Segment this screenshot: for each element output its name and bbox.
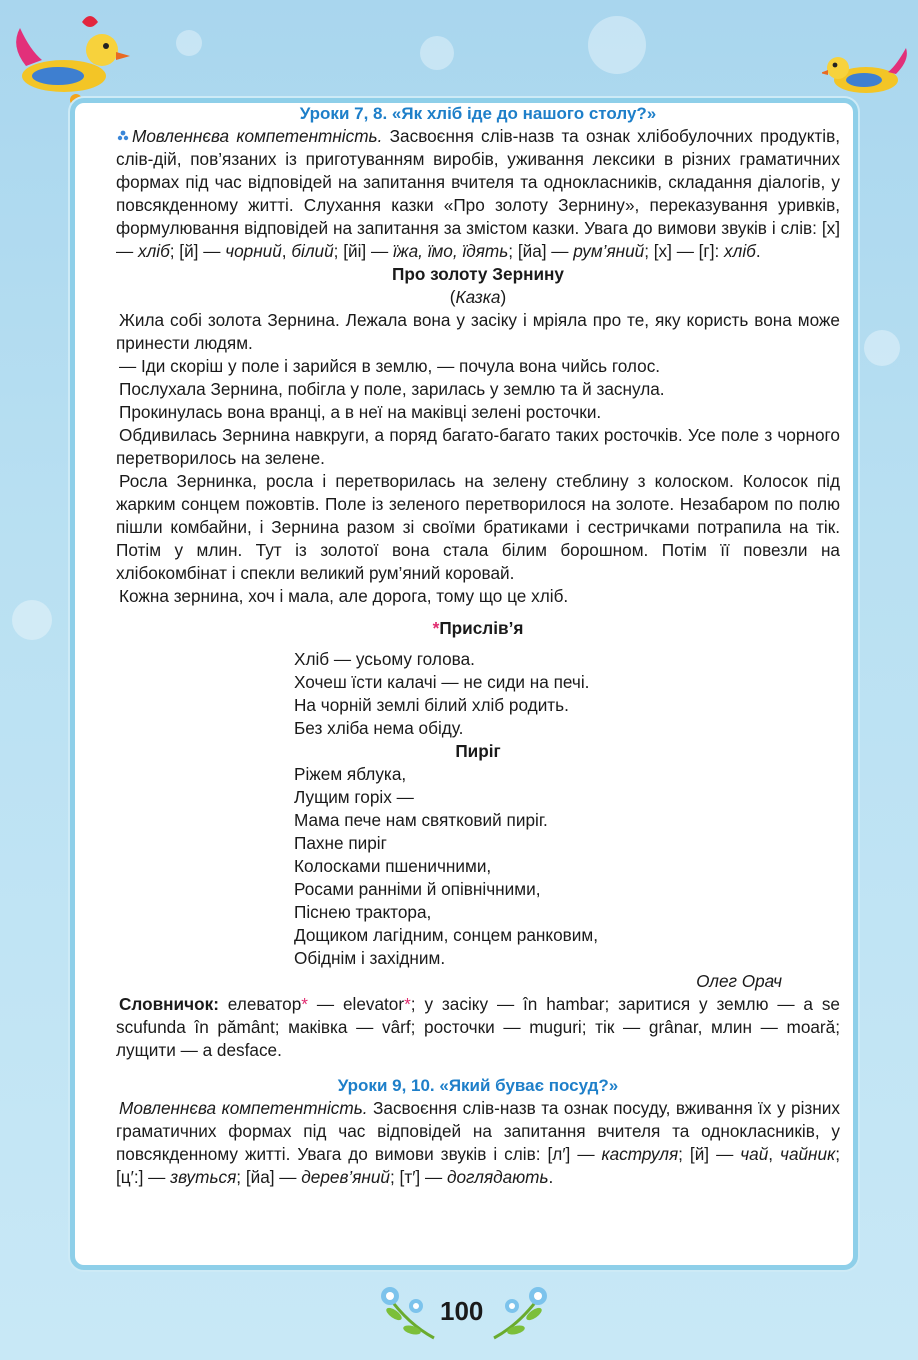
poem-line: Пахне пиріг (294, 833, 387, 853)
tale-text (116, 309, 840, 608)
glossary-text: елеватор (218, 994, 302, 1014)
background-bubble (176, 30, 202, 56)
paren-close: ) (500, 287, 507, 307)
intro-label: Мовленнєва компетентність. (132, 126, 383, 146)
glossary (116, 993, 840, 1062)
lesson-intro (116, 1097, 840, 1189)
phonetic-example: хліб (137, 241, 170, 261)
flower-ornament-left-icon (378, 1284, 438, 1342)
poem-line: Мама пече нам святковий пиріг. (294, 810, 548, 830)
phonetic-separator: ; [йа] — (236, 1167, 302, 1187)
asterisk-mark: * (301, 994, 308, 1014)
background-bubble (420, 36, 454, 70)
bird-ornament-icon (6, 6, 136, 106)
background-bubble (588, 16, 646, 74)
tale-paragraph: Кожна зернина, хоч і мала, але дорога, тому що це хліб. (119, 586, 569, 606)
tale-paragraph: Прокинулась вона вранці, а в неї на маківці зелені росточки. (119, 402, 602, 422)
phonetic-separator: ; [т′] — (390, 1167, 447, 1187)
intro-text: Засвоєння слів-назв та ознак посуду, вживання їх у різних граматичних формах під час відповідей на запитання вчителя та однокласників, у повсякденному житті. Увага до вимови звуків і слів: [л′] — (116, 1098, 840, 1164)
poem-title: Пиріг (455, 741, 501, 761)
proverbs-list (294, 648, 840, 740)
proverb-line: Хліб — усьому голова. (294, 649, 475, 669)
phonetic-separator: ; [й] — (678, 1144, 741, 1164)
phonetic-separator: ; [ц′:] — (116, 1144, 840, 1187)
poem-line: Обіднім і західним. (294, 948, 446, 968)
phonetic-example: рум’яний (573, 241, 645, 261)
background-bubble (12, 600, 52, 640)
phonetic-example: чорний (225, 241, 282, 261)
phonetic-example: доглядають (446, 1167, 549, 1187)
tale-subtitle (116, 286, 840, 309)
proverb-line: На чорній землі білий хліб родить. (294, 695, 569, 715)
glossary-label: Словничок: (119, 994, 219, 1014)
phonetic-separator: ; [х] — [г]: (644, 241, 725, 261)
phonetic-separator: , (281, 241, 292, 261)
tale-paragraph: Послухала Зернина, побігла у поле, зарилась у землю та й заснула. (119, 379, 665, 399)
asterisk-mark: * (432, 618, 440, 638)
phonetic-end: . (755, 241, 761, 261)
poem-line: Піснею трактора, (294, 902, 432, 922)
phonetic-separator: , (768, 1144, 781, 1164)
phonetic-example: їжа, їмо, їдять (392, 241, 509, 261)
phonetic-example: дерев’яний (301, 1167, 390, 1187)
phonetic-separator: ; [йі] — (333, 241, 393, 261)
bird-ornament-icon (822, 44, 912, 104)
intro-text: Засвоєння слів-назв та ознак хлібобулочних продуктів, слів-дій, пов’язаних із приготуванням виробів, уживання лексики в різних граматичних формах під час відповідей на запитання вчителя та однокласників, складання діалогів, у повсякденному житті. Слухання казки «Про золоту Зернину», переказування уривків, формулювання відповідей на запитання за змістом казки. Увага до вимови звуків і слів: [х] — (116, 126, 841, 261)
tale-genre: Казка (455, 287, 501, 307)
glossary-text: ; у засіку — în hambar; заритися у землю — a se scufunda în pământ; маківка — vârf; росточки — muguri; тік — grânar, млин — moară; лущити — a desface. (116, 994, 840, 1060)
poem-line: Ріжем яблука, (294, 764, 407, 784)
flower-ornament-right-icon (490, 1284, 550, 1342)
phonetic-separator: ; [й] — (169, 241, 226, 261)
page-content (116, 102, 840, 1189)
proverb-line: Без хліба нема обіду. (294, 718, 464, 738)
lesson-title: Уроки 9, 10. «Який буває посуд?» (337, 1076, 619, 1095)
proverb-line: Хочеш їсти калачі — не сиди на печі. (294, 672, 590, 692)
phonetic-separator: ; [йа] — (508, 241, 574, 261)
phonetic-example: чайник (780, 1144, 836, 1164)
lesson-intro (116, 125, 840, 263)
intro-label: Мовленнєва компетентність. (119, 1098, 368, 1118)
tale-paragraph: Жила собі золота Зернина. Лежала вона у засіку і мріяла про те, яку користь вона може принести людям. (116, 310, 840, 353)
tale-paragraph: Росла Зернинка, росла і перетворилась на зелену стеблину з колоском. Колосок під жарким сонцем пожовтів. Поле із зеленого перетворилося на золоте. Незабаром по полю пішли комбайни, і Зернина разом зі своїми братиками і сестричками потрапила на тік. Потім у млин. Тут із золотої вона стала білим борошном. Потім її повезли на хлібокомбінат і спекли великий рум’яний коровай. (116, 471, 840, 583)
poem-line: Росами ранніми й опівнічними, (294, 879, 541, 899)
poem-line: Колосками пшеничними, (294, 856, 492, 876)
phonetic-example: чай (740, 1144, 769, 1164)
proverbs-title-text: Прислів’я (439, 618, 524, 638)
flower-bullet-icon (116, 129, 130, 143)
poem-line: Дощиком лагідним, сонцем ранковим, (294, 925, 599, 945)
tale-paragraph: — Іди скоріш у поле і зарийся в землю, — почула вона чийсь голос. (119, 356, 661, 376)
proverbs-title (116, 617, 840, 640)
phonetic-example: хліб (724, 241, 756, 261)
lesson-title: Уроки 7, 8. «Як хліб іде до нашого столу?» (299, 104, 657, 123)
phonetic-example: білий (291, 241, 334, 261)
phonetic-end: . (548, 1167, 554, 1187)
paren-open: ( (449, 287, 456, 307)
poem-line: Лущим горіх — (294, 787, 414, 807)
glossary-text: — elevator (308, 994, 405, 1014)
phonetic-example: каструля (601, 1144, 679, 1164)
asterisk-mark: * (404, 994, 411, 1014)
phonetic-example: звуться (170, 1167, 237, 1187)
background-bubble (864, 330, 900, 366)
poem-lines (294, 763, 840, 970)
tale-paragraph: Обдивилась Зернина навкруги, а поряд багато-багато таких росточків. Усе поле з чорного перетворилось на зелене. (116, 425, 840, 468)
tale-title: Про золоту Зернину (392, 264, 564, 284)
page-number: 100 (440, 1296, 484, 1326)
poem-author: Олег Орач (696, 971, 782, 991)
